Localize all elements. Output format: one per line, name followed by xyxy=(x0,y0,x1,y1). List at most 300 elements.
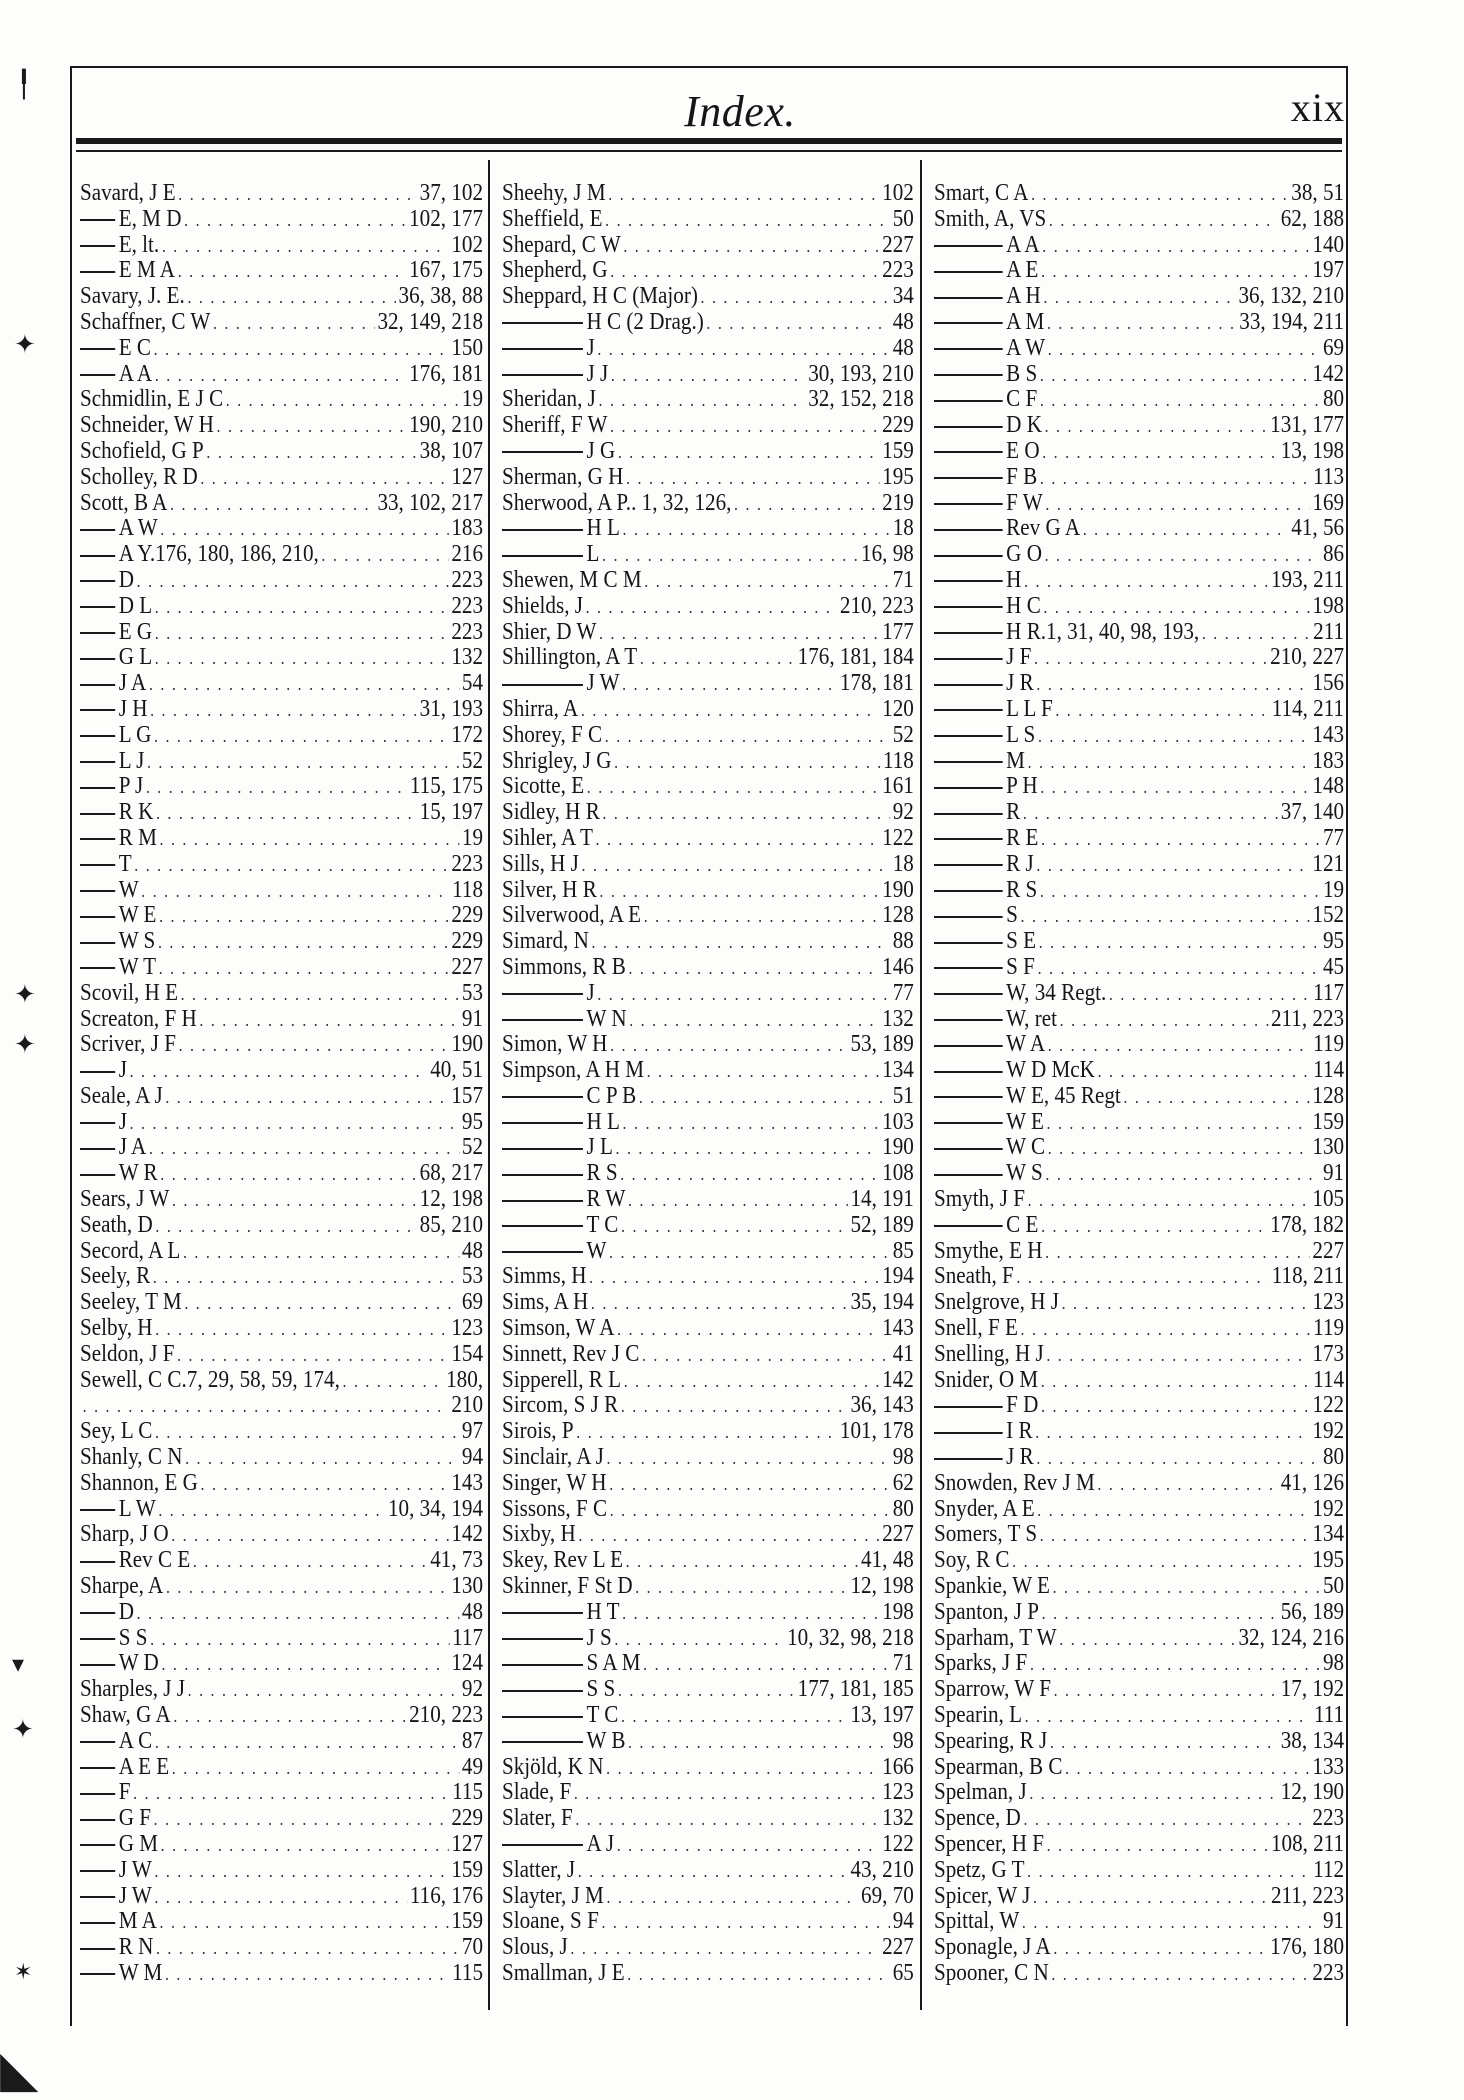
leader-dots xyxy=(628,956,879,981)
leader-dots xyxy=(575,1807,879,1832)
leader-dots xyxy=(149,672,459,697)
index-entry xyxy=(502,1677,914,1703)
entry-pages: 123 xyxy=(451,1316,484,1342)
entry-name-text: Sloane, S F xyxy=(502,1909,599,1935)
entry-pages: 132 xyxy=(882,1806,914,1832)
entry-pages: 38, 134 xyxy=(1280,1728,1345,1754)
leader-dots xyxy=(1060,1008,1269,1033)
entry-name-text: Seath, D xyxy=(80,1212,153,1238)
entry-name-text: Savary, J. E. xyxy=(80,284,185,310)
index-entry xyxy=(502,1522,914,1548)
leader-dots xyxy=(165,1962,450,1987)
entry-name-text: J S xyxy=(586,1625,612,1651)
leader-dots xyxy=(602,543,858,568)
entry-pages: 51 xyxy=(892,1083,914,1109)
ditto-dash xyxy=(934,1458,1003,1460)
leader-dots xyxy=(617,1317,879,1342)
entry-pages: 41, 56 xyxy=(1291,516,1345,542)
leader-dots xyxy=(1034,646,1267,671)
leader-dots xyxy=(610,259,879,284)
entry-pages: 229 xyxy=(882,413,914,439)
entry-pages: 157 xyxy=(451,1083,484,1109)
entry-pages: 86 xyxy=(1322,542,1345,568)
leader-dots xyxy=(213,311,375,336)
leader-dots xyxy=(160,517,448,542)
entry-name-text: G F xyxy=(118,1806,152,1832)
entry-pages: 190 xyxy=(882,877,914,903)
ditto-dash xyxy=(502,1148,583,1150)
leader-dots xyxy=(1045,543,1321,568)
entry-name-text: Skey, Rev L E xyxy=(502,1548,624,1574)
leader-dots xyxy=(587,775,880,800)
entry-name xyxy=(934,826,1038,852)
entry-name-text: E C xyxy=(118,335,151,361)
entry-name xyxy=(80,1626,147,1652)
entry-name-text: J A xyxy=(118,1135,147,1161)
entry-name xyxy=(502,362,608,388)
ditto-dash xyxy=(502,348,583,350)
entry-name xyxy=(502,800,600,826)
entry-pages: 88 xyxy=(892,929,914,955)
leader-dots xyxy=(130,1059,428,1084)
leader-dots xyxy=(178,182,417,207)
entry-name xyxy=(502,1342,639,1368)
frame-right-rule xyxy=(1346,66,1348,2026)
entry-name-text: S xyxy=(1006,903,1018,929)
ditto-dash xyxy=(80,580,115,582)
ditto-dash xyxy=(80,967,115,969)
entry-name xyxy=(80,981,178,1007)
index-entry xyxy=(502,413,914,439)
entry-name xyxy=(80,1651,159,1677)
entry-pages: 227 xyxy=(1312,1238,1345,1264)
index-entry xyxy=(934,955,1344,981)
leader-dots xyxy=(155,1214,417,1239)
entry-pages: 148 xyxy=(1312,774,1345,800)
leader-dots xyxy=(1048,1136,1310,1161)
entry-name xyxy=(934,878,1037,904)
entry-name xyxy=(80,749,144,775)
entry-name-text: Sinnett, Rev J C xyxy=(502,1341,640,1367)
entry-name xyxy=(502,826,593,852)
entry-name-text: C F xyxy=(1006,387,1038,413)
index-entry xyxy=(80,491,483,517)
entry-name-text: E O xyxy=(1006,438,1040,464)
entry-pages: 71 xyxy=(892,567,914,593)
entry-name xyxy=(502,1290,588,1316)
entry-name xyxy=(934,310,1044,336)
entry-name-text: Spearin, L xyxy=(934,1703,1022,1729)
ditto-dash xyxy=(934,477,1003,479)
entry-pages: 115 xyxy=(452,1780,484,1806)
entry-name xyxy=(934,929,1036,955)
entry-pages: 12, 198 xyxy=(419,1187,484,1213)
index-entry xyxy=(934,749,1344,775)
index-entry xyxy=(502,671,914,697)
leader-dots xyxy=(1051,1962,1309,1987)
ditto-dash xyxy=(934,271,1003,273)
leader-dots xyxy=(1016,1265,1269,1290)
entry-pages: 229 xyxy=(451,929,484,955)
leader-dots xyxy=(1042,440,1278,465)
entry-name-text: Snider, O M xyxy=(934,1367,1039,1393)
ditto-dash xyxy=(934,890,1003,892)
leader-dots xyxy=(621,1394,848,1419)
entry-name-text: F xyxy=(118,1780,131,1806)
entry-name xyxy=(934,1600,1039,1626)
ditto-dash xyxy=(934,658,1003,660)
ditto-dash xyxy=(80,1509,115,1511)
index-entry xyxy=(934,439,1344,465)
leader-dots xyxy=(611,363,806,388)
entry-name xyxy=(934,1213,1038,1239)
leader-dots xyxy=(1025,1704,1312,1729)
leader-dots xyxy=(1012,1549,1310,1574)
entry-name xyxy=(934,1471,1095,1497)
index-entry xyxy=(80,1677,483,1703)
ditto-dash xyxy=(80,942,115,944)
entry-pages: 114, 211 xyxy=(1271,696,1345,722)
entry-name xyxy=(80,800,153,826)
ditto-dash xyxy=(934,1432,1003,1434)
entry-name-text: A A xyxy=(118,361,153,387)
ditto-dash xyxy=(502,322,583,324)
entry-pages: 229 xyxy=(451,903,484,929)
entry-pages: 12, 190 xyxy=(1280,1780,1345,1806)
index-entry xyxy=(934,1058,1344,1084)
entry-name-text: Shepherd, G xyxy=(502,258,608,284)
index-entry xyxy=(502,1626,914,1652)
index-entry xyxy=(80,1806,483,1832)
entry-pages: 18 xyxy=(892,516,914,542)
ditto-dash xyxy=(80,1174,115,1176)
entry-name xyxy=(934,903,1018,929)
leader-dots xyxy=(609,1472,890,1497)
column-divider-1 xyxy=(488,160,490,2010)
ditto-dash xyxy=(80,735,115,737)
leader-dots xyxy=(644,569,890,594)
index-entry xyxy=(502,903,914,929)
entry-pages: 85 xyxy=(892,1238,914,1264)
ditto-dash xyxy=(934,1225,1003,1227)
leader-dots xyxy=(1036,672,1309,697)
entry-name-text: Slater, F xyxy=(502,1806,573,1832)
leader-dots xyxy=(599,621,880,646)
leader-dots xyxy=(706,311,890,336)
index-entry xyxy=(80,749,483,775)
entry-name xyxy=(934,1135,1045,1161)
leader-dots xyxy=(154,1885,407,1910)
entry-name xyxy=(934,1651,1027,1677)
entry-name-text: H L xyxy=(586,516,620,542)
entry-pages: 52 xyxy=(892,722,914,748)
leader-dots xyxy=(146,775,407,800)
entry-name-text: L J xyxy=(118,748,145,774)
leader-dots xyxy=(150,1627,449,1652)
entry-name xyxy=(502,671,620,697)
entry-pages: 122 xyxy=(882,825,914,851)
index-entry xyxy=(80,723,483,749)
ditto-dash xyxy=(934,245,1003,247)
entry-name xyxy=(934,1007,1057,1033)
leader-dots xyxy=(597,337,890,362)
entry-name-text: J J xyxy=(586,361,609,387)
entry-pages: 198 xyxy=(882,1599,914,1625)
index-entry xyxy=(934,594,1344,620)
entry-pages: 178, 182 xyxy=(1270,1212,1345,1238)
entry-pages: 34 xyxy=(892,284,914,310)
index-entry xyxy=(934,1935,1344,1961)
entry-name xyxy=(80,1600,134,1626)
entry-name-text: Sheriff, F W xyxy=(502,413,608,439)
entry-name xyxy=(80,439,204,465)
entry-pages: 97 xyxy=(461,1419,484,1445)
index-entry xyxy=(80,516,483,542)
entry-name-text: Sears, J W xyxy=(80,1187,170,1213)
entry-name xyxy=(80,1858,152,1884)
entry-name-text: Sills, H J xyxy=(502,851,579,877)
entry-name-text: A W xyxy=(118,516,158,542)
entry-name xyxy=(934,1419,1033,1445)
entry-name xyxy=(80,774,143,800)
entry-name xyxy=(502,981,595,1007)
entry-name-text: Spicer, W J xyxy=(934,1883,1031,1909)
leader-dots xyxy=(149,1136,459,1161)
entry-pages: 159 xyxy=(1312,1109,1345,1135)
entry-pages: 118 xyxy=(882,748,914,774)
index-entry xyxy=(934,1393,1344,1419)
entry-name xyxy=(80,233,159,259)
entry-pages: 169 xyxy=(1312,490,1345,516)
index-entry xyxy=(502,1239,914,1265)
index-entry xyxy=(934,542,1344,568)
ditto-dash xyxy=(80,787,115,789)
index-entry xyxy=(80,284,483,310)
leader-dots xyxy=(172,1756,459,1781)
leader-dots xyxy=(1031,182,1289,207)
entry-name xyxy=(502,1161,618,1187)
entry-name-text: G L xyxy=(118,645,153,671)
index-entry xyxy=(80,362,483,388)
index-entry xyxy=(80,1729,483,1755)
leader-dots xyxy=(1040,775,1309,800)
entry-pages: 118, 211 xyxy=(1271,1264,1345,1290)
entry-name-text: R K xyxy=(118,800,154,826)
ditto-dash xyxy=(502,1225,583,1227)
entry-name xyxy=(934,1239,1043,1265)
ditto-dash xyxy=(934,374,1003,376)
leader-dots xyxy=(623,234,879,259)
entry-name xyxy=(502,1445,604,1471)
entry-pages: 92 xyxy=(461,1677,484,1703)
leader-dots xyxy=(1041,1369,1311,1394)
entry-pages: 128 xyxy=(1312,1083,1345,1109)
entry-name-text: Schneider, W H xyxy=(80,413,214,439)
index-entry xyxy=(502,1316,914,1342)
entry-name xyxy=(502,207,602,233)
entry-name-text: Scott, B A xyxy=(80,490,168,516)
entry-name-text: W xyxy=(118,877,139,903)
entry-name-text: A C xyxy=(118,1728,153,1754)
entry-pages: 17, 192 xyxy=(1280,1677,1345,1703)
entry-name xyxy=(934,491,1043,517)
entry-pages: 38, 107 xyxy=(419,438,484,464)
index-entry xyxy=(80,1110,483,1136)
entry-name xyxy=(502,1884,604,1910)
entry-name-text: Slade, F xyxy=(502,1780,572,1806)
index-entry xyxy=(502,233,914,259)
entry-pages: 77 xyxy=(1322,825,1345,851)
entry-pages: 18 xyxy=(892,851,914,877)
entry-name xyxy=(934,671,1034,697)
entry-name-text: A E xyxy=(1006,258,1039,284)
entry-pages: 45 xyxy=(1322,954,1345,980)
entry-name xyxy=(80,1264,150,1290)
leader-dots xyxy=(137,1601,460,1626)
entry-name xyxy=(80,826,157,852)
entry-pages: 102, 177 xyxy=(409,206,484,232)
entry-name xyxy=(80,1755,169,1781)
entry-pages: 227 xyxy=(451,954,484,980)
leader-dots xyxy=(586,595,838,620)
margin-mark: ╿ xyxy=(16,70,32,100)
index-entry xyxy=(80,1161,483,1187)
entry-name-text: R E xyxy=(1006,825,1039,851)
entry-pages: 130 xyxy=(1312,1135,1345,1161)
entry-pages: 122 xyxy=(1312,1393,1345,1419)
entry-pages: 161 xyxy=(882,774,914,800)
index-entry xyxy=(502,1135,914,1161)
entry-name xyxy=(934,723,1035,749)
index-entry xyxy=(80,1471,483,1497)
index-entry xyxy=(934,310,1344,336)
index-entry xyxy=(80,439,483,465)
ditto-dash xyxy=(80,1148,115,1150)
entry-pages: 10, 32, 98, 218 xyxy=(787,1625,914,1651)
ditto-dash xyxy=(502,1612,583,1614)
entry-name xyxy=(80,1419,152,1445)
entry-name xyxy=(80,1832,158,1858)
ditto-dash xyxy=(502,374,583,376)
leader-dots xyxy=(161,1652,448,1677)
leader-dots xyxy=(155,646,449,671)
ditto-dash xyxy=(80,813,115,815)
ditto-dash xyxy=(934,451,1003,453)
entry-name xyxy=(502,1703,618,1729)
leader-dots xyxy=(1033,1885,1268,1910)
entry-name xyxy=(502,284,698,310)
ditto-dash xyxy=(934,813,1003,815)
leader-dots xyxy=(628,1188,848,1213)
entry-name xyxy=(502,723,602,749)
leader-dots xyxy=(622,672,837,697)
index-entry xyxy=(502,852,914,878)
leader-dots xyxy=(1046,1343,1309,1368)
leader-dots xyxy=(160,1162,417,1187)
entry-name-text: J G xyxy=(586,438,616,464)
entry-pages: 108, 211 xyxy=(1270,1832,1345,1857)
entry-name xyxy=(502,1368,621,1394)
entry-pages: 80 xyxy=(1322,387,1345,413)
entry-name xyxy=(80,723,151,749)
entry-pages: 91 xyxy=(461,1006,484,1032)
entry-name xyxy=(80,955,156,981)
index-entry xyxy=(502,1651,914,1677)
leader-dots xyxy=(626,466,879,491)
index-entry xyxy=(502,387,914,413)
entry-pages: 159 xyxy=(882,438,914,464)
entry-name xyxy=(934,1626,1057,1652)
index-entry xyxy=(934,516,1344,542)
index-column-1 xyxy=(80,181,483,1987)
index-entry xyxy=(934,1961,1344,1987)
entry-name-text: J xyxy=(586,335,595,361)
entry-name-text: F D xyxy=(1006,1393,1039,1419)
entry-pages: 53, 189 xyxy=(850,1032,914,1058)
entry-name xyxy=(502,697,578,723)
leader-dots xyxy=(642,1343,890,1368)
leader-dots xyxy=(1045,1240,1310,1265)
leader-dots xyxy=(1024,569,1268,594)
header-thin-rule xyxy=(76,150,1342,152)
entry-pages: 223 xyxy=(451,593,484,619)
entry-name-text: W E xyxy=(1006,1109,1044,1135)
entry-name-text: J R xyxy=(1006,1445,1034,1471)
entry-pages: 210, 223 xyxy=(839,593,914,619)
entry-pages: 71 xyxy=(892,1651,914,1677)
leader-dots xyxy=(1042,234,1310,259)
index-entry xyxy=(934,568,1344,594)
leader-dots xyxy=(1047,1833,1269,1858)
entry-pages: 123 xyxy=(882,1780,914,1806)
entry-pages: 223 xyxy=(451,567,484,593)
entry-name-text: T C xyxy=(586,1703,619,1729)
entry-name-text: J xyxy=(586,980,595,1006)
leader-dots xyxy=(1021,904,1310,929)
entry-name xyxy=(934,645,1031,671)
index-entry xyxy=(502,439,914,465)
index-entry xyxy=(502,1213,914,1239)
entry-name xyxy=(934,1445,1034,1471)
index-entry xyxy=(502,1884,914,1910)
entry-name-text: Sidley, H R xyxy=(502,800,600,826)
entry-name-text: Smyth, J F xyxy=(934,1187,1025,1213)
entry-name-text: Sinclair, A J xyxy=(502,1445,604,1471)
entry-name-text: W S xyxy=(118,929,156,955)
entry-name-text: Spelman, J xyxy=(934,1780,1027,1806)
leader-dots xyxy=(183,1240,459,1265)
entry-pages: 190 xyxy=(451,1032,484,1058)
entry-pages: 41, 48 xyxy=(861,1548,914,1574)
entry-name xyxy=(934,1342,1044,1368)
ditto-dash xyxy=(502,1741,583,1743)
entry-pages: 227 xyxy=(882,232,914,258)
ditto-dash xyxy=(502,993,583,995)
entry-name xyxy=(502,1574,633,1600)
entry-name-text: A W xyxy=(1006,335,1046,361)
entry-name-text: Scholley, R D xyxy=(80,464,198,490)
entry-name xyxy=(502,1626,612,1652)
entry-pages: 150 xyxy=(451,335,484,361)
entry-name-text: Sircom, S J R xyxy=(502,1393,619,1419)
entry-pages: 70 xyxy=(461,1935,484,1961)
entry-name xyxy=(80,697,147,723)
index-entry xyxy=(934,362,1344,388)
index-entry xyxy=(934,1368,1344,1394)
entry-pages: 10, 34, 194 xyxy=(388,1496,484,1522)
leader-dots xyxy=(185,1446,459,1471)
ditto-dash xyxy=(80,1767,115,1769)
